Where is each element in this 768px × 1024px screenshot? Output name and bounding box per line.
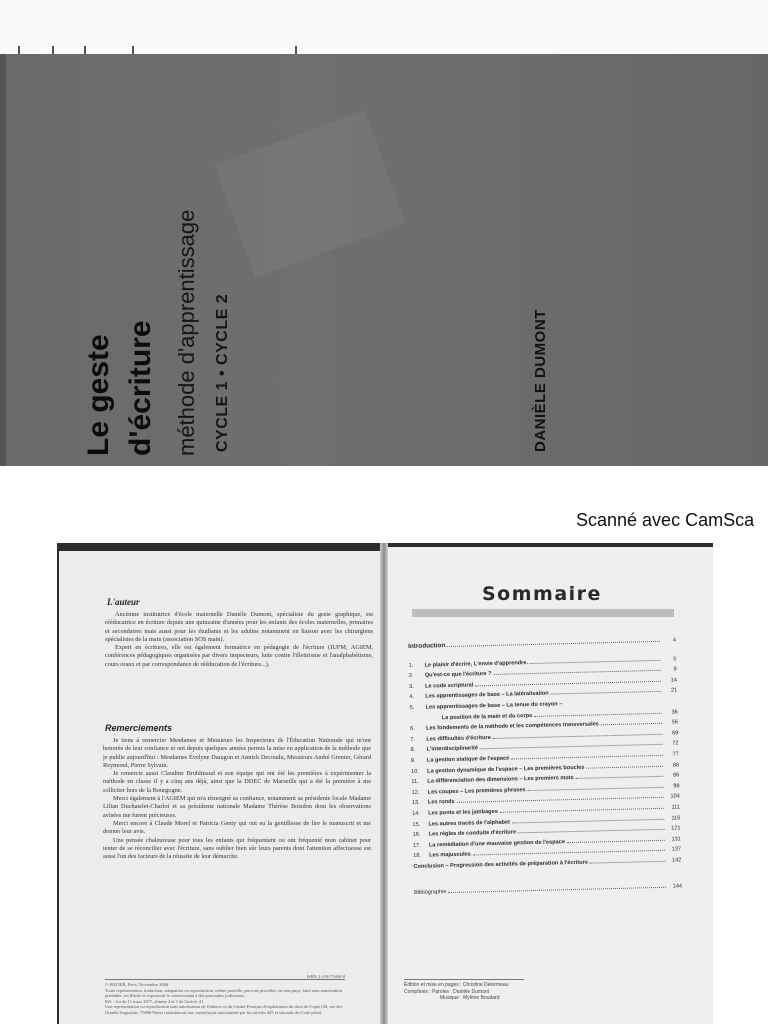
edge-mark: [52, 46, 54, 54]
toc-number: 10.: [411, 768, 419, 775]
toc-page: 99: [673, 783, 680, 790]
edge-mark: [295, 46, 297, 54]
edition-line: Édition et mise en pages : Christine Delormeau: [404, 982, 509, 988]
toc-title: La position de la main et du corps: [441, 712, 533, 721]
thanks-text: [103, 737, 371, 861]
toc-number: 18.: [413, 853, 422, 860]
toc-page: 72: [672, 740, 679, 747]
author-paragraph: Ancienne institutrice d'école maternelle Danièle Dumont, spécialiste du geste graphique, est rééducatrice en écriture depuis une quinzaine d'années pour les enfants des écoles maternelles, primaires et secondaires mais aussi pour les étudiants et les adultes notamment en liaison avec les chirurgiens spécialistes de la main (association SOS main).: [105, 611, 373, 643]
cover-author: DANIÈLE DUMONT: [532, 309, 549, 452]
edge-mark: [84, 46, 86, 54]
toc-title: Les coupes – Les premières phrases: [427, 786, 526, 796]
copyright-block: [105, 974, 345, 1016]
toc-number: 8.: [410, 747, 416, 754]
toc-page: 36: [671, 708, 678, 716]
scanner-watermark: Scanné avec CamSca: [576, 510, 755, 530]
toc-page: 131: [671, 836, 681, 843]
thanks-paragraph: Je tiens à remercier Mesdames et Messieurs les Inspecteurs de l'Éducation Nationale qui m'ont honorée de leur confiance et ont depuis quelques années permis la mise en application de la méthode que je publie aujourd'hui : Mesdames Évelyne Daragon et Annick Decoudu, Messieurs André Grenier, Gérard Reymond, Pierre Sylvain.: [103, 737, 371, 769]
toc-leader: [567, 835, 665, 842]
edition-credits: [404, 979, 524, 1002]
toc-title: Les autres tracés de l'alphabet: [428, 819, 511, 828]
toc-page: 5: [673, 656, 677, 663]
thanks-paragraph: Merci encore à Claude Morel et Patricia Genty qui ont eu la gentillesse de lire le manuscrit et me donner leur avis.: [103, 819, 371, 836]
toc-number: 3.: [408, 683, 414, 690]
toc-title: Les règles de conduite d'écriture: [428, 829, 517, 838]
toc-page: 142: [671, 857, 682, 864]
thanks-paragraph: Merci également à l'AGIEM qui m'a témoigné sa confiance, notamment sa présidente locale Madame Lilian Duchatelet-Charlot et sa présidente nationale Madame Thérèse Boisdon dont les observations avisées me furent précieuses.: [103, 795, 371, 819]
top-strip: [0, 0, 768, 54]
cover-glare: [214, 110, 405, 277]
toc-number: 14.: [412, 810, 421, 817]
toc-title: Introduction: [408, 642, 446, 650]
toc-number: 15.: [412, 821, 421, 828]
toc-number: 16.: [412, 831, 421, 839]
cover-title-line1: Le geste: [82, 334, 115, 456]
toc-leader: [586, 761, 663, 768]
book-spread: [57, 543, 713, 1024]
left-page: [59, 551, 384, 1024]
toc-number: 9.: [410, 757, 416, 764]
toc-number: 17.: [412, 842, 421, 849]
toc-leader: [601, 719, 662, 725]
isbn: ISBN 2-218-75404-8: [306, 974, 345, 979]
toc-page: 137: [671, 846, 682, 853]
toc-title: Les majuscules: [429, 851, 471, 859]
copyright-line: © HATIER, Paris, Novembre 2006: [105, 982, 169, 987]
toc-title: La gestion dynamique de l'espace – Les premières boucles: [427, 764, 585, 775]
toc-title: Bibliographie: [414, 889, 447, 897]
toc-page: 121: [671, 825, 681, 832]
cover-cycles: CYCLE 1 • CYCLE 2: [214, 293, 231, 452]
toc-title: La différenciation des dimensions – Les premiers mots: [427, 775, 574, 785]
toc-title: Les fondements de la méthode et les compétences transversales: [426, 721, 599, 732]
thanks-paragraph: Je remercie aussi Claudine Bruhlmaud et son équipe qui ont été les premières à expérimenter la méthode en classe il y a cinq ans déjà, ainsi que la DDEC de Marseille qui a été la première à me solliciter hors de la Bourgogne.: [103, 770, 371, 794]
toc-title: La gestion statique de l'espace: [426, 755, 510, 764]
toc-number: 7.: [410, 736, 416, 743]
toc-page: 56: [671, 719, 679, 726]
copyright-line: Réf. : loi du 11 mars 1957, alinéas 2 et 3 de l'article 41.: [105, 998, 205, 1004]
toc-number: 1.: [408, 662, 414, 669]
toc-title: Les apprentissages de base – La tenue du crayon –: [425, 701, 563, 711]
toc-leader: [576, 772, 664, 779]
toc-items: [408, 655, 681, 863]
toc-title: La remédiation d'une mauvaise gestion de l'espace: [428, 838, 566, 849]
toc-title: Les difficultés d'écriture: [426, 734, 491, 743]
toc-number: 6.: [410, 726, 415, 733]
toc-leader: [447, 637, 660, 647]
cover-spine: [0, 54, 6, 466]
toc-page: 104: [670, 793, 680, 800]
toc-leader: [590, 857, 666, 864]
contents-heading: Sommaire: [482, 583, 602, 605]
edge-mark: [132, 46, 134, 54]
toc-page: 4: [672, 637, 677, 644]
toc-number: 2.: [408, 673, 414, 680]
right-page: [386, 547, 713, 1024]
edge-mark: [18, 46, 20, 54]
edition-line: Musique : Mylène Boudard: [440, 995, 500, 1001]
contents-rule: [412, 609, 674, 617]
toc-page: 77: [672, 751, 679, 758]
toc-title: Le plaisir d'écrire, L'envie d'apprendre.: [424, 659, 529, 669]
book-cover: [0, 54, 768, 466]
toc-number: 4.: [409, 694, 415, 701]
toc-page: 96: [673, 772, 680, 779]
book-gutter: [380, 543, 388, 1024]
author-paragraph: Expert en écritures, elle est également formatrice en pédagogie de l'écriture (IUFM, AGIEM, conférences pédagogiques organisées par divers inspecteurs, lutte contre l'illettrisme et l'analphabétisme, cours oraux et par correspondance de rééducation de l'écriture...).: [105, 644, 373, 668]
toc-page: 69: [671, 730, 679, 737]
cover-subtitle: méthode d'apprentissage: [174, 209, 199, 456]
table-of-contents: [408, 636, 682, 900]
toc-number: 11.: [411, 778, 419, 786]
copyright-line: Une représentation ou reproduction sans autorisation de l'éditeur ou du Centre Français d'exploitation du droit de Copie (20, rue des Grands-Augustins, 75006 Paris) constituerait une contrefaçon sanctionnée par les articles 425 et suivants du Code pénal.: [105, 1004, 343, 1015]
edition-line: Comptines : Paroles : Danièle Dumont: [404, 988, 490, 995]
toc-page: 144: [672, 883, 683, 891]
toc-number: 5.: [409, 704, 415, 711]
thanks-heading: Remerciements: [105, 723, 173, 733]
toc-title: L'interdisciplinarité: [426, 745, 479, 753]
toc-page: 14: [670, 677, 678, 684]
toc-title: Les ponts et les jambages: [428, 808, 498, 817]
toc-page: 111: [671, 804, 681, 811]
toc-page: 86: [672, 761, 680, 769]
author-heading: L'auteur: [107, 597, 140, 607]
toc-page: 21: [670, 687, 678, 694]
cover-title-line2: d'écriture: [124, 320, 157, 456]
toc-title: Conclusion – Progression des activités de préparation à l'écriture: [413, 859, 588, 870]
toc-title: Qu'est-ce que l'écriture ?: [424, 671, 492, 679]
toc-title: Le code scriptural: [424, 682, 474, 690]
thanks-paragraph: Une pensée chaleureuse pour tous les enfants qui fréquentent ou ont fréquenté mon cabinet pour tenter de se réconcilier avec l'écriture, sans oublier bien sûr leurs parents dont l'attention affectueuse est aussi l'un des facteurs de la réussite de leur démarche.: [103, 836, 371, 861]
toc-title: Les ronds: [427, 799, 455, 806]
toc-page: 9: [673, 666, 677, 673]
toc-title: Les apprentissages de base – La latéralisation: [425, 690, 549, 700]
toc-number: 13.: [411, 800, 420, 807]
copyright-line: Toute représentation, traduction, adaptation ou reproduction, même partielle, par tous procédés, en tous pays, faite sans autorisation préalable, est illicite et exposerait le contrevenant à des poursuites judiciaires.: [105, 987, 342, 999]
toc-number: 12.: [411, 789, 420, 796]
toc-page: 116: [671, 814, 681, 822]
author-text: [105, 611, 373, 669]
